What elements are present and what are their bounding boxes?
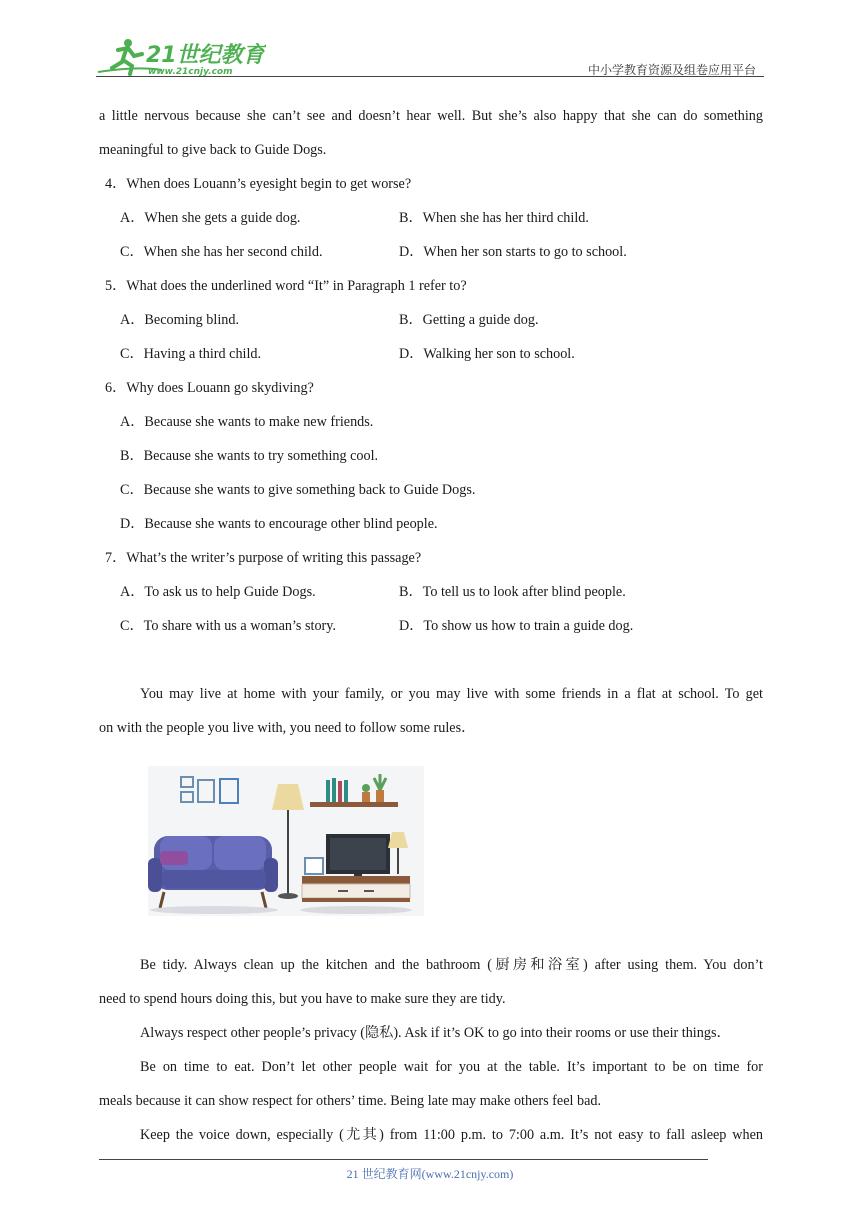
option-a: A．When she gets a guide dog. [120, 210, 301, 226]
question-stem: 5．What does the underlined word “It” in Paragraph 1 refer to? [105, 278, 467, 294]
passage-line: You may live at home with your family, or you may live with some friends in a flat at school. To get [140, 686, 763, 702]
option-a: A．Becoming blind. [120, 312, 240, 328]
option-a: A．Because she wants to make new friends. [120, 414, 374, 430]
option-row [99, 303, 763, 337]
logo-text: 21世纪教育 [146, 43, 265, 68]
footer-link[interactable]: 21 世纪教育网(www.21cnjy.com) [346, 1167, 514, 1181]
option-row [99, 235, 763, 269]
photo-frame-icon [305, 858, 323, 874]
passage-line: Be on time to eat. Don’t let other people wait for you at the table. It’s important to be on time for [140, 1059, 763, 1075]
tv-cabinet-icon [300, 876, 412, 914]
option-d: D．When her son starts to go to school. [399, 244, 627, 260]
question-6 [99, 371, 763, 541]
site-logo [96, 36, 266, 76]
option-c: C．Because she wants to give something back to Guide Dogs. [120, 482, 476, 498]
option-c: C．When she has her second child. [120, 244, 323, 260]
question-4 [99, 167, 763, 269]
option-d: D．Walking her son to school. [399, 346, 575, 362]
passage-line: Always respect other people’s privacy (隐私). Ask if it’s OK to go into their rooms or use their things． [140, 1025, 731, 1041]
option-row [99, 337, 763, 371]
passage-line: Keep the voice down, especially (尤其) from 11:00 p.m. to 7:00 a.m. It’s not easy to fall asleep when [140, 1127, 763, 1143]
option-b: B．To tell us to look after blind people. [399, 584, 626, 600]
intro-line: a little nervous because she can’t see and doesn’t hear well. But she’s also happy that she can do something [99, 108, 763, 124]
option-row [99, 575, 763, 609]
tv-icon [326, 834, 390, 878]
option-row [99, 609, 763, 643]
option-d: D．To show us how to train a guide dog. [399, 618, 634, 634]
option-c: C．To share with us a woman’s story. [120, 618, 336, 634]
option-c: C．Having a third child. [120, 346, 262, 362]
platform-name: 中小学教育资源及组卷应用平台 [587, 63, 756, 77]
question-stem: 6．Why does Louann go skydiving? [105, 380, 314, 396]
page-header [96, 32, 764, 78]
passage-line: Be tidy. Always clean up the kitchen and the bathroom (厨房和浴室) after using them. You don’t [140, 957, 763, 973]
passage-line: meals because it can show respect for others’ time. Being late may make others feel bad. [99, 1093, 602, 1109]
passage-line: on with the people you live with, you need to follow some rules． [99, 720, 476, 736]
option-row [99, 201, 763, 235]
passage-line: need to spend hours doing this, but you have to make sure they are tidy. [99, 991, 506, 1007]
logo-url: www.21cnjy.com [148, 67, 233, 76]
section-gap [99, 643, 763, 677]
header-divider [96, 76, 764, 77]
question-stem: 7．What’s the writer’s purpose of writing this passage? [105, 550, 422, 566]
option-d: D．Because she wants to encourage other blind people. [120, 516, 438, 532]
question-stem: 4．When does Louann’s eyesight begin to get worse? [105, 176, 412, 192]
question-5 [99, 269, 763, 371]
question-7 [99, 541, 763, 643]
option-b: B．Because she wants to try something cool. [120, 448, 379, 464]
living-room-illustration [148, 766, 424, 916]
intro-line: meaningful to give back to Guide Dogs. [99, 142, 327, 158]
document-body [99, 99, 763, 1152]
option-b: B．Getting a guide dog. [399, 312, 539, 328]
option-a: A．To ask us to help Guide Dogs. [120, 584, 316, 600]
footer-divider [99, 1159, 708, 1160]
option-b: B．When she has her third child. [399, 210, 589, 226]
